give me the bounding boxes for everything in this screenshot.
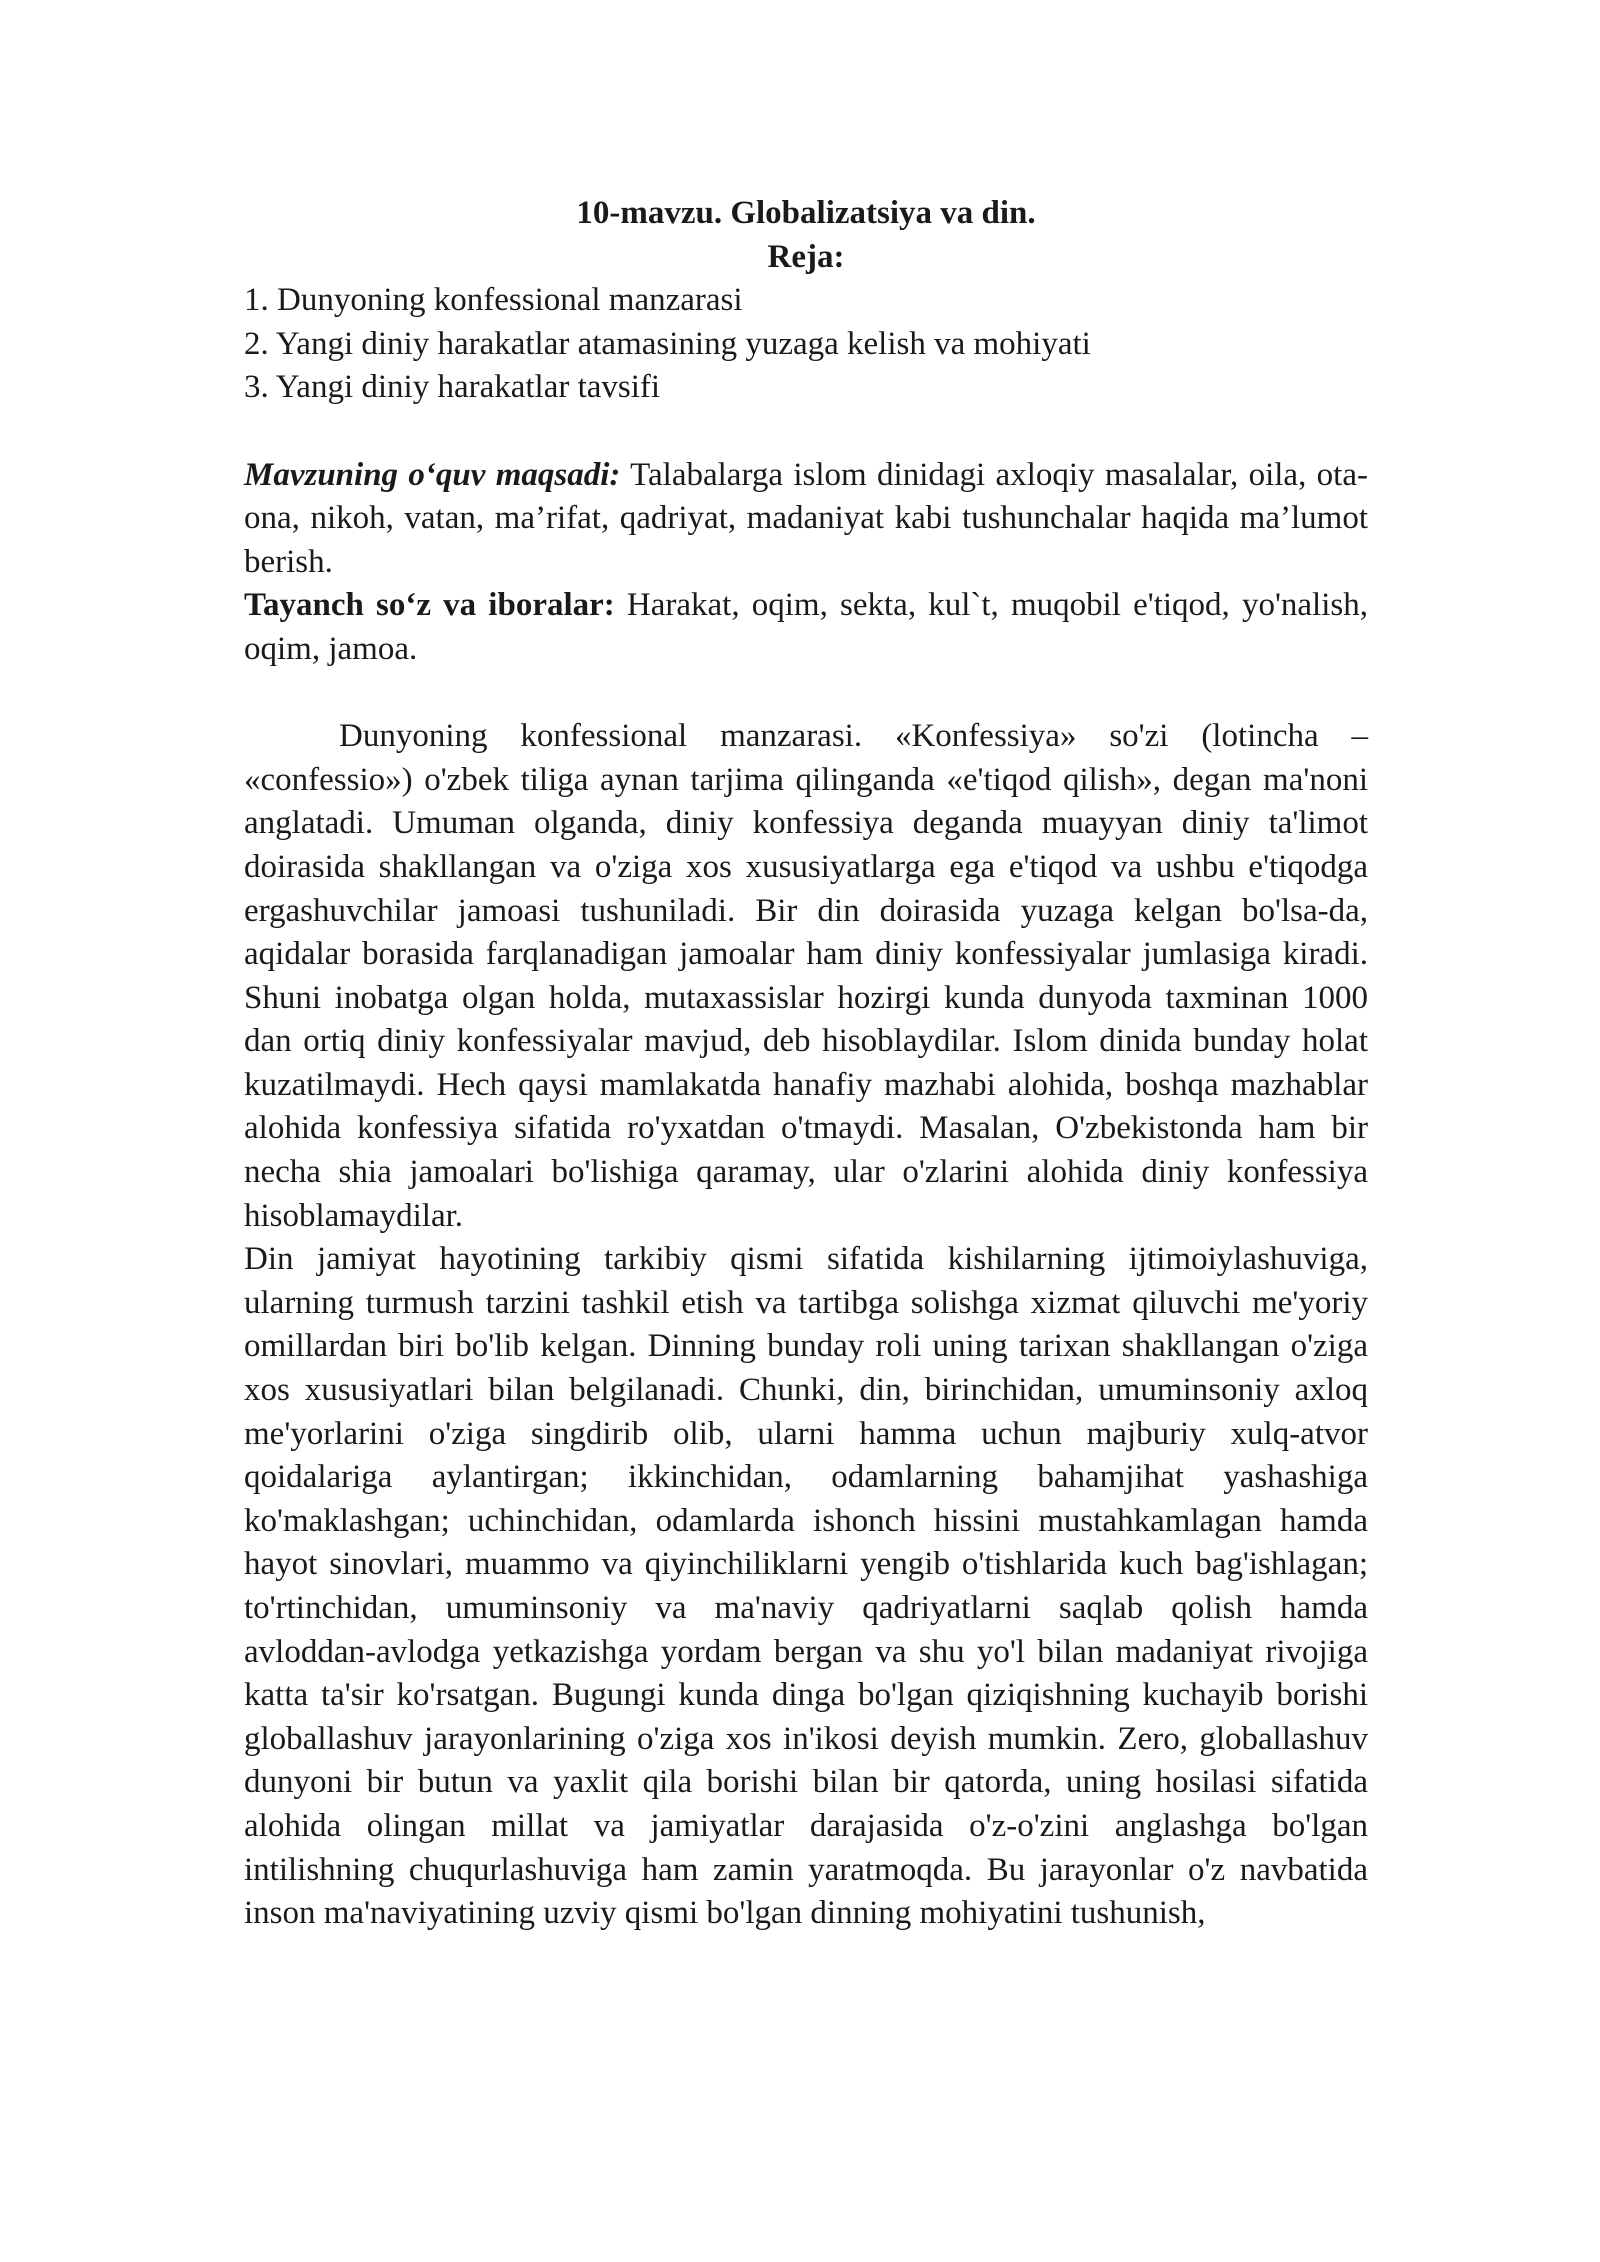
- body-paragraph: Din jamiyat hayotining tarkibiy qismi sifatida kishilarning ijtimoiylashuviga, ularning turmush tarzini tashkil etish va tartibga solishga xizmat qiluvchi me'yoriy omillardan biri bo'lib kelgan. Dinning bunday roli uning tarixan shakllangan o'ziga xos xususiyatlari bilan belgilanadi. Chunki, din, birinchidan, umuminsoniy axloq me'yorlarini o'ziga singdirib olib, ularni hamma uchun majburiy xulq-atvor qoidalariga aylantirgan; ikkinchidan, odamlarning bahamjihat yashashiga ko'maklashgan; uchinchidan, odamlarda ishonch hissini mustahkamlagan hamda hayot sinovlari, muammo va qiyinchiliklarni yengib o'tishlarida kuch bag'ishlagan; to'rtinchidan, umuminsoniy va ma'naviy qadriyatlarni saqlab qolish hamda avloddan-avlodga yetkazishga yordam bergan va shu yo'l bilan madaniyat rivojiga katta ta'sir ko'rsatgan. Bugungi kunda dinga bo'lgan qiziqishning kuchayib borishi globallashuv jarayonlarining o'ziga xos in'ikosi deyish mumkin. Zero, globallashuv dunyoni bir butun va yaxlit qila borishi bilan bir qatorda, uning hosilasi sifatida alohida olingan millat va jamiyatlar darajasida o'z-o'zini anglashga bo'lgan intilishning chuqurlashuviga ham zamin yaratmoqda. Bu jarayonlar o'z navbatida inson ma'naviyatining uzviy qismi bo'lgan dinning mohiyatini tushunish,: [244, 1241, 1368, 1932]
- learning-goal: [244, 454, 1368, 585]
- learning-goal-label: Mavzuning o‘quv maqsadi:: [244, 456, 621, 493]
- learning-goal-text: Talabalarga islom dinidagi axloqiy masalalar, oila, ota-ona, nikoh, vatan, ma’rifat, qadriyat, madaniyat kabi tushunchalar haqida ma’lumot berish.: [244, 456, 1368, 580]
- plan-item: 3. Yangi diniy harakatlar tavsifi: [244, 369, 661, 406]
- body-paragraph: Dunyoning konfessional manzarasi. «Konfessiya» so'zi (lotincha – «confessio») o'zbek tiliga aynan tarjima qilinganda «e'tiqod qilish», degan ma'noni anglatadi. Umuman olganda, diniy konfessiya deganda muayyan diniy ta'limot doirasida shakllangan va o'ziga xos xususiyatlarga ega e'tiqod va ushbu e'tiqodga ergashuvchilar jamoasi tushuniladi. Bir din doirasida yuzaga kelgan bo'lsa-da, aqidalar borasida farqlanadigan jamoalar ham diniy konfessiyalar jumlasiga kiradi. Shuni inobatga olgan holda, mutaxassislar hozirgi kunda dunyoda taxminan 1000 dan ortiq diniy konfessiyalar mavjud, deb hisoblaydilar. Islom dinida bunday holat kuzatilmaydi. Hech qaysi mamlakatda hanafiy mazhabi alohida, boshqa mazhablar alohida konfessiya sifatida ro'yxatdan o'tmaydi. Masalan, O'zbekistonda ham bir necha shia jamoalari bo'lishiga qaramay, ular o'zlarini alohida diniy konfessiya hisoblamaydilar.: [244, 718, 1368, 1234]
- plan-heading: Reja:: [767, 238, 845, 275]
- document-page: [244, 192, 1368, 1936]
- plan-list: [244, 279, 1368, 410]
- plan-item: 2. Yangi diniy harakatlar atamasining yuzaga kelish va mohiyati: [244, 325, 1091, 362]
- keywords: [244, 584, 1368, 671]
- spacer: [244, 410, 1368, 454]
- spacer: [244, 672, 1368, 716]
- document-title: 10-mavzu. Globalizatsiya va din.: [576, 195, 1036, 231]
- keywords-text: Harakat, oqim, sekta, kul`t, muqobil e'tiqod, yo'nalish, oqim, jamoa.: [244, 587, 1368, 667]
- keywords-label: Tayanch so‘z va iboralar:: [244, 587, 615, 624]
- plan-item: 1. Dunyoning konfessional manzarasi: [244, 282, 743, 319]
